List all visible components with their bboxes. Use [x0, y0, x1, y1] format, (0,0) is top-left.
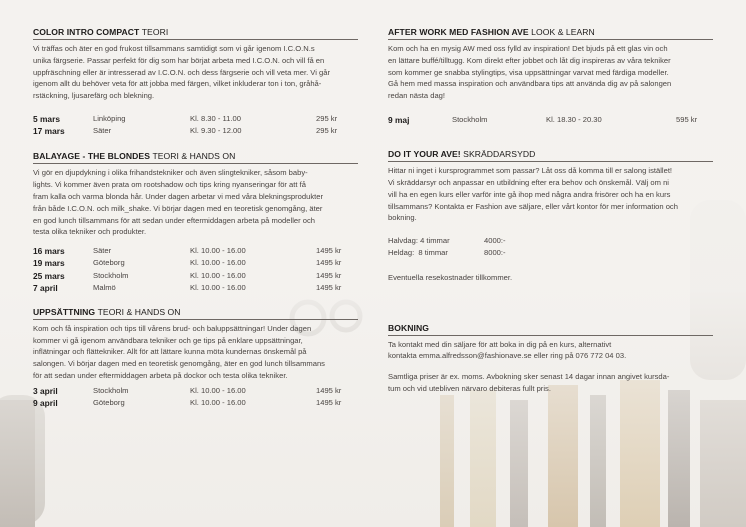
course-title: AFTER WORK MED FASHION AVE — [388, 27, 529, 37]
section-heading — [388, 149, 713, 162]
travel-cost-note: Eventuella resekostnader tillkommer. — [388, 272, 513, 282]
date-row: 19 mars Göteborg Kl. 10.00 - 16.00 1495 kr — [33, 258, 342, 269]
date-row: 5 mars Linköping Kl. 8.30 - 11.00 295 kr — [33, 113, 338, 124]
date-list — [33, 385, 358, 409]
section-heading — [388, 323, 713, 336]
section-heading — [33, 307, 358, 320]
course-tag: TEORI & HANDS ON — [97, 306, 181, 317]
section-heading — [33, 27, 358, 40]
course-description: Vi gör en djupdykning i olika frihandstekniker och även slingtekniker, såsom baby- lights. Vi kommer även prata om rootshadow och tips kring nyanseringar för att få fram kalla och varma blonda hår. Under dagen arbetar vi med våra blekningsprodukter från både I.C.O.N. och milk_shake. Vi börjar dagen med en teoretisk genomgång, äter en god lunch tillsammans för att sedan under eftermiddagen arbeta på modeller och testa olika tekniker och produkter. — [33, 168, 323, 237]
course-title: UPPSÄTTNING — [33, 306, 96, 317]
section-heading — [33, 151, 358, 164]
course-balayage — [33, 151, 358, 294]
price-row: Heldag: 8 timmar 8000:- — [388, 247, 506, 257]
date-row: 9 april Göteborg Kl. 10.00 - 16.00 1495 kr — [33, 398, 342, 409]
course-title: DO IT YOUR AVE! — [388, 149, 461, 160]
course-tag: TEORI — [141, 27, 169, 37]
date-row: 16 mars Säter Kl. 10.00 - 16.00 1495 kr — [33, 246, 342, 257]
left-column — [33, 27, 358, 409]
booking-contact: Ta kontakt med din säljare för att boka in dig på en kurs, alternativt kontakta emma.alfredsson@fashionave.se eller ring på 076 772 04 03. — [388, 339, 627, 361]
course-color-intro — [33, 27, 358, 137]
booking-terms: Samtliga priser är ex. moms. Avbokning sker senast 14 dagar innan angivet kursda- tum och vid utebliven närvaro debiteras fullt pris. — [388, 372, 670, 393]
date-list — [33, 113, 358, 137]
course-description: Vi träffas och äter en god frukost tillsammans samtidigt som vi går igenom I.C.O.N.s unika färgserie. Passar perfekt för dig som har börjat arbeta med I.C.O.N. och vill få en uppfräschning eller är intresserad av I.C.O.N. och dess färgserie och vill veta mer. Vi går igenom allt du behöver veta för att jobba med färgen, vilket inkluderar ton i ton, gråhå- rstäckning, ljusarefärg och blekning. — [33, 44, 330, 101]
date-row: 7 april Malmö Kl. 10.00 - 16.00 1495 kr — [33, 282, 342, 293]
date-row: 25 mars Stockholm Kl. 10.00 - 16.00 1495 kr — [33, 270, 342, 281]
course-description: Kom och få inspiration och tips till vårens brud- och baluppsättningar! Under dagen kommer vi gå igenom användbara tekniker och ge tips på enklare uppsättningar, inflätningar och flättekniker. Allt för att lättare kunna möta kundernas önskemål på salongen. Vi börjar dagen med en teoretisk genomgång, äter en god lunch tillsammans för att sedan under eftermiddagen arbeta på dockor och testa olika tekniker. — [33, 323, 325, 381]
course-title: COLOR INTRO COMPACT — [33, 27, 140, 37]
course-description: Hittar ni inget i kursprogrammet som passar? Låt oss då komma till er salong istället! Vi skräddarsyr och anpassar en utbildning efter era behov och önskemål. Välj om ni vill ha en egen kurs eller varför inte gå ihop med några andra frisörer och ha en kurs tillsammans? Kontakta er Fashion ave säljare, eller vårt kontor för mer information och bokning. — [388, 166, 678, 223]
booking-title: BOKNING — [388, 322, 429, 333]
course-description: Kom och ha en mysig AW med oss fylld av inspiration! Det bjuds på ett glas vin och en lättare buffé/tilltugg. Kom direkt efter jobbet och låt dig inspireras av våra tekniker som kommer ge snabba stylingtips, visa uppsättningar varvat med färdiga modeller. Gå hem med massa inspiration och användbara tips att använda dig av på salongen redan nästa dag! — [388, 44, 672, 101]
course-do-it-your-ave — [388, 149, 713, 283]
date-list — [388, 114, 713, 126]
date-row: 3 april Stockholm Kl. 10.00 - 16.00 1495 kr — [33, 385, 342, 396]
course-tag: LOOK & LEARN — [531, 27, 595, 37]
course-tag: TEORI & HANDS ON — [152, 151, 236, 162]
date-row: 9 maj Stockholm Kl. 18.30 - 20.30 595 kr — [388, 114, 698, 125]
price-row: Halvdag: 4 timmar 4000:- — [388, 236, 506, 246]
booking-section — [388, 323, 713, 395]
section-heading — [388, 27, 713, 40]
course-tag: SKRÄDDARSYDD — [463, 149, 536, 160]
course-after-work — [388, 27, 713, 126]
price-list — [388, 235, 713, 259]
right-column — [388, 27, 713, 395]
course-uppsattning — [33, 307, 358, 409]
course-title: BALAYAGE - THE BLONDES — [33, 151, 150, 162]
date-list — [33, 245, 358, 294]
date-row: 17 mars Säter Kl. 9.30 - 12.00 295 kr — [33, 126, 338, 137]
